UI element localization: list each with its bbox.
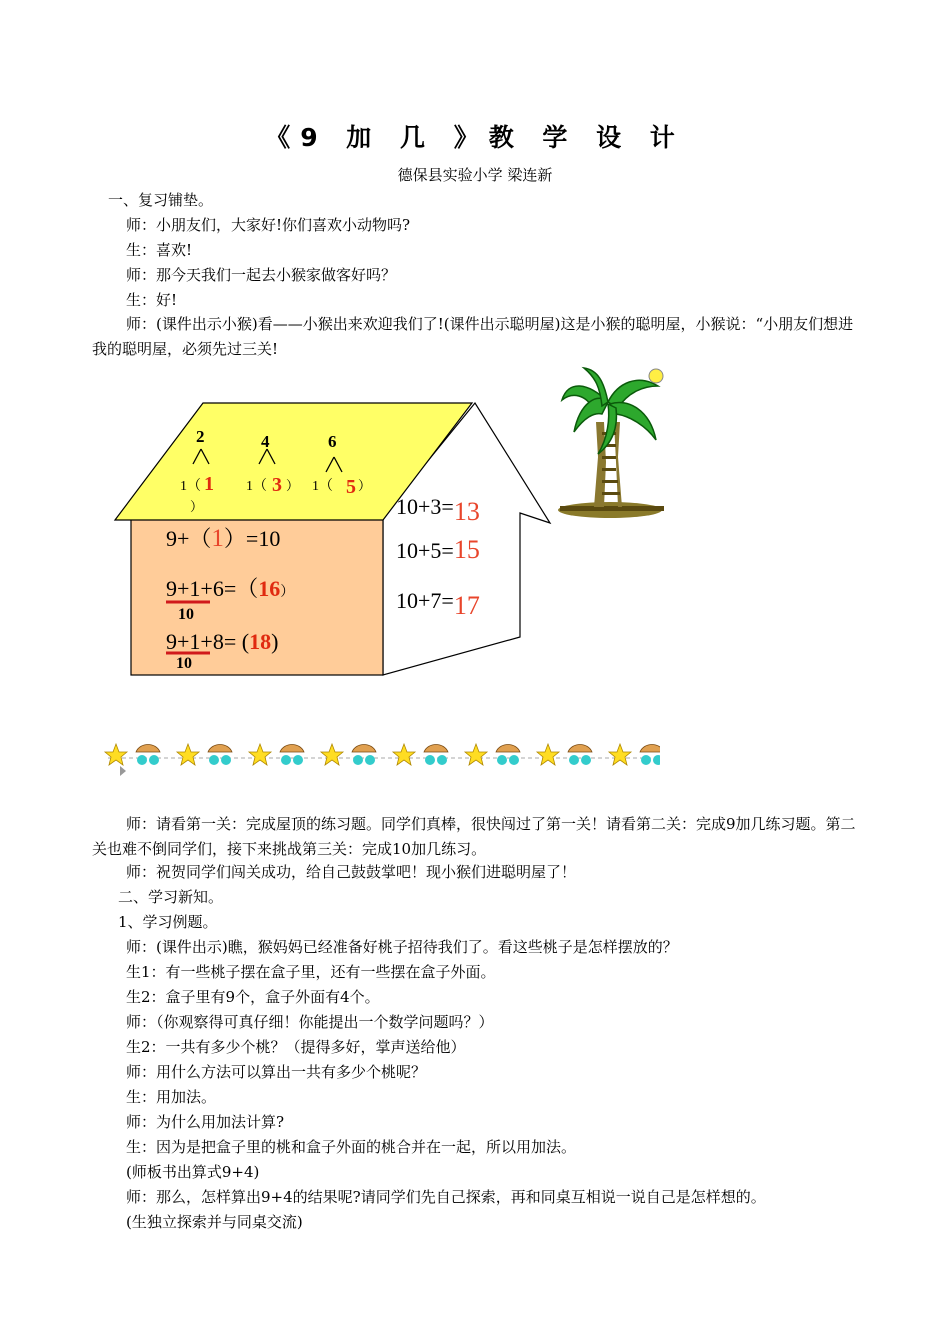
house-illustration: [100, 398, 560, 688]
section-heading-2: 二、学习新知。: [118, 888, 224, 906]
dialogue-line: 师：那今天我们一起去小猴家做客好吗？: [126, 266, 397, 284]
section-heading-1: 一、复习铺垫。: [108, 191, 214, 209]
roof-left-part: 1（: [180, 479, 201, 494]
svg-text:10+5=15: [396, 535, 480, 564]
side-eq: 10+3=: [396, 494, 454, 519]
dialogue-line: 生：用加法。: [126, 1088, 217, 1106]
dialogue-line: 生：因为是把盒子里的桃和盒子外面的桃合并在一起，所以用加法。: [126, 1138, 577, 1156]
palm-tree-icon: [558, 362, 668, 522]
roof-top-number: 6: [328, 432, 337, 451]
svg-text:9+1+8= (18): [166, 629, 278, 654]
decorative-border: [100, 738, 660, 780]
svg-text:9+1+6=（16）: [166, 576, 294, 601]
roof-left-part: 1（: [246, 479, 267, 494]
dialogue-line: 师：祝贺同学们闯关成功，给自己鼓鼓掌吧！现小猴们进聪明屋了！: [126, 863, 577, 881]
roof-answer: 3: [272, 474, 282, 496]
dialogue-line: 生：好!: [126, 291, 178, 309]
side-answer: 15: [453, 535, 480, 564]
roof-top-number: 4: [261, 432, 270, 451]
dialogue-line: 生2：盒子里有9个，盒子外面有4个。: [126, 988, 380, 1006]
eq2-mid: +6=（: [200, 576, 259, 601]
roof-top-number: 2: [196, 427, 205, 446]
board-note: (师板书出算式9+4): [126, 1163, 260, 1181]
document-title: 《9 加 几 》教 学 设 计: [265, 123, 685, 152]
roof-close: ）: [286, 478, 300, 493]
eq2-sub-label: 10: [178, 606, 194, 623]
dialogue-line: 师：(课件出示)瞧，猴妈妈已经准备好桃子招待我们了。看这些桃子是怎样摆放的？: [126, 938, 678, 956]
roof-answer: 5: [346, 476, 356, 498]
side-eq: 10+7=: [396, 588, 454, 613]
eq2-close: ）: [280, 585, 295, 600]
side-answer: 13: [453, 497, 480, 526]
eq1-right: ）=10: [223, 526, 281, 551]
eq3-answer: 18: [249, 629, 272, 654]
dialogue-line: 师：那么，怎样算出9+4的结果呢?请同学们先自己探索，再和同桌互相说一说自己是怎样想的。: [126, 1188, 766, 1206]
subsection-heading: 1、学习例题。: [118, 913, 218, 931]
roof-close: ）: [190, 499, 204, 514]
eq3-sum: 9+1: [166, 629, 201, 654]
side-answer: 17: [453, 591, 480, 620]
eq2-sum: 9+1: [166, 576, 201, 601]
dialogue-line: 生1：有一些桃子摆在盒子里，还有一些摆在盒子外面。: [126, 963, 496, 981]
eq1-left: 9+（: [166, 526, 212, 551]
roof-left-part: 1（: [312, 479, 333, 494]
author-line: 德保县实验小学 梁连新: [397, 166, 553, 184]
dialogue-line: 师：小朋友们，大家好!你们喜欢小动物吗?: [126, 216, 411, 234]
dialogue-line: 生2：一共有多少个桃？（提得多好，掌声送给他）: [126, 1038, 466, 1056]
eq1-answer: 1: [211, 525, 224, 552]
intro-paragraph: 师：(课件出示小猴)看——小猴出来欢迎我们了!(课件出示聪明屋)这是小猴的聪明屋，小猴说：“小朋友们想进我的聪明屋，必须先过三关!: [92, 315, 854, 358]
svg-text:9+（1）=10: [166, 525, 280, 552]
roof-answer: 1: [204, 473, 214, 495]
activity-note: (生独立探索并与同桌交流): [126, 1213, 303, 1231]
eq3-sub-label: 10: [176, 655, 192, 672]
eq3-close: ): [271, 629, 279, 654]
dialogue-line: 师：（你观察得可真仔细！你能提出一个数学问题吗？）: [126, 1013, 494, 1031]
eq3-mid: +8= (: [200, 629, 250, 654]
roof-close: ）: [358, 478, 372, 493]
dialogue-line: 师：用什么方法可以算出一共有多少个桃呢？: [126, 1063, 427, 1081]
side-eq: 10+5=: [396, 538, 454, 563]
eq2-answer: 16: [258, 576, 281, 601]
levels-paragraph: 师：请看第一关：完成屋顶的练习题。同学们真棒，很快闯过了第一关！请看第二关：完成9加几练习题。第二关也难不倒同学们，接下来挑战第三关：完成10加几练习。: [92, 815, 856, 858]
dialogue-line: 生：喜欢!: [126, 241, 193, 259]
dialogue-line: 师：为什么用加法计算?: [126, 1113, 285, 1131]
